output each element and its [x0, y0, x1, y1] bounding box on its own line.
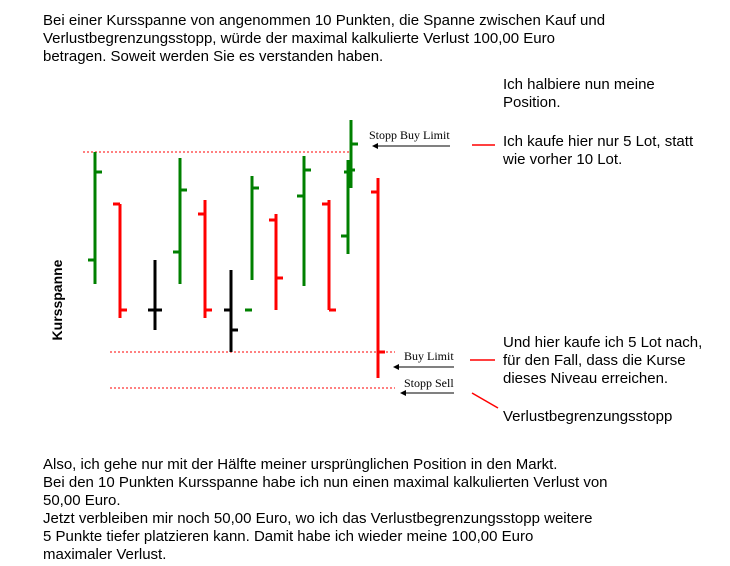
label-arrow-head [372, 143, 378, 149]
ohlc-bar [371, 178, 385, 378]
ohlc-bar [269, 214, 283, 310]
label-arrow-head [393, 364, 399, 370]
level-label-3: Stopp Sell [404, 376, 454, 390]
note-buy-5-lot: Ich kaufe hier nur 5 Lot, statt wie vorher 10 Lot. [503, 133, 694, 168]
note-halve-position: Ich halbiere nun meine Position. [503, 76, 655, 111]
ohlc-bar [148, 260, 162, 330]
ohlc-bar [297, 156, 311, 286]
ohlc-bar [173, 158, 187, 284]
ohlc-bar [113, 204, 127, 318]
price-bars [88, 120, 385, 378]
intro-paragraph: Bei einer Kursspanne von angenommen 10 Punkten, die Spanne zwischen Kauf und Verlustbegrenzungsstopp, würde der maximal kalkulierte Verlust 100,00 Euro betragen. Soweit werden Sie es verstanden haben. [43, 12, 606, 65]
annotation-pointers [470, 145, 498, 408]
ohlc-bar [198, 200, 212, 318]
ohlc-bar [341, 160, 355, 254]
note-buy-5-more: Und hier kaufe ich 5 Lot nach, für den Fall, dass die Kurse dieses Niveau erreichen. [503, 334, 703, 387]
level-label-2: Buy Limit [404, 349, 454, 363]
ohlc-bar [88, 152, 102, 284]
y-axis-label: Kursspanne [49, 259, 65, 341]
label-arrow-head [400, 390, 406, 396]
level-label-1: Stopp Buy Limit [369, 128, 450, 142]
ohlc-bar [245, 176, 259, 310]
note-stop-loss: Verlustbegrenzungsstopp [503, 408, 673, 425]
level-labels [369, 128, 454, 396]
note-pointer-3 [472, 393, 498, 408]
ohlc-bar [344, 120, 358, 188]
outro-paragraph: Also, ich gehe nur mit der Hälfte meiner ursprünglichen Position in den Markt. Bei den 10 Punkten Kursspanne habe ich nun einen maximal kalkulierten Verlust von 50,00 Euro. Jetzt verbleiben mir noch 50,00 Euro, wo ich das Verlustbegrenzungsstopp weitere 5 Punkte tiefer platzieren kann. Damit habe ich wieder meine 100,00 Euro maximaler Verlust. [43, 456, 608, 563]
ohlc-bar [322, 200, 336, 310]
ohlc-bar [224, 270, 238, 352]
